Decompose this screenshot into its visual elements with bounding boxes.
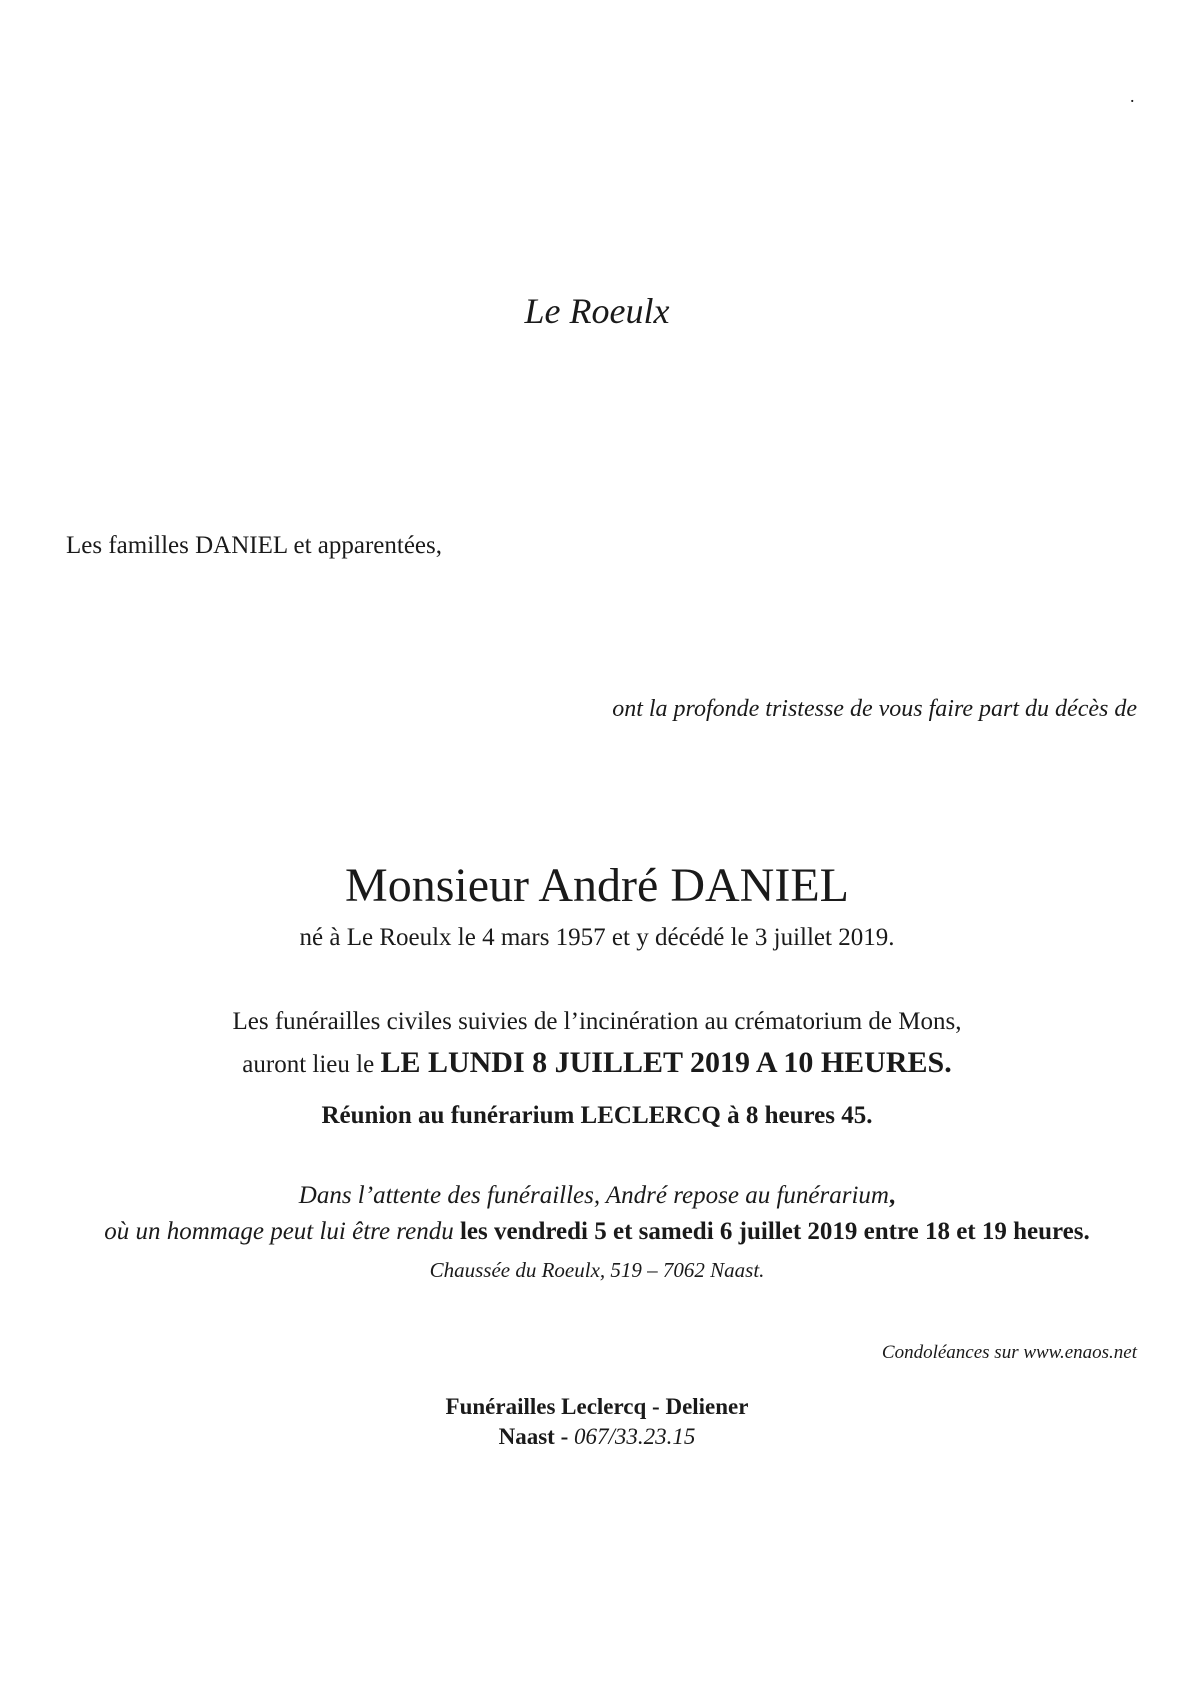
repose-text: Dans l’attente des funérailles, André repose au funérarium — [298, 1182, 889, 1209]
funeral-home-contact — [0, 1424, 1194, 1450]
hommage-text: où un hommage peut lui être rendu — [104, 1218, 460, 1245]
repose-comma: , — [888, 1182, 896, 1209]
location-heading: Le Roeulx — [524, 291, 670, 331]
funeral-date: LE LUNDI 8 JUILLET 2019 A 10 HEURES. — [380, 1046, 952, 1079]
funeral-home-phone: 067/33.23.15 — [574, 1424, 696, 1449]
condoleances-line: Condoléances sur www.enaos.net — [881, 1342, 1137, 1363]
hommage-line — [0, 1218, 1194, 1246]
funeral-home-name: Funérailles Leclercq - Deliener — [445, 1394, 749, 1419]
funeral-date-line — [0, 1046, 1194, 1080]
funeral-info-line: Les funérailles civiles suivies de l’incinération au crématorium de Mons, — [232, 1008, 962, 1035]
deceased-name: Monsieur André DANIEL — [345, 859, 849, 912]
birth-death-line: né à Le Roeulx le 4 mars 1957 et y décédé le 3 juillet 2019. — [299, 924, 895, 951]
repose-line — [0, 1182, 1194, 1210]
reunion-line: Réunion au funérarium LECLERCQ à 8 heures 45. — [321, 1102, 873, 1129]
funeral-home-town: Naast - — [498, 1424, 574, 1449]
funeral-date-prefix: auront lieu le — [242, 1051, 381, 1078]
corner-mark: . — [1130, 86, 1135, 106]
hommage-dates: les vendredi 5 et samedi 6 juillet 2019 entre 18 et 19 heures. — [459, 1218, 1090, 1245]
announcement-line: ont la profonde tristesse de vous faire part du décès de — [612, 696, 1137, 722]
families-line: Les familles DANIEL et apparentées, — [66, 532, 443, 559]
address-line: Chaussée du Roeulx, 519 – 7062 Naast. — [429, 1258, 765, 1282]
